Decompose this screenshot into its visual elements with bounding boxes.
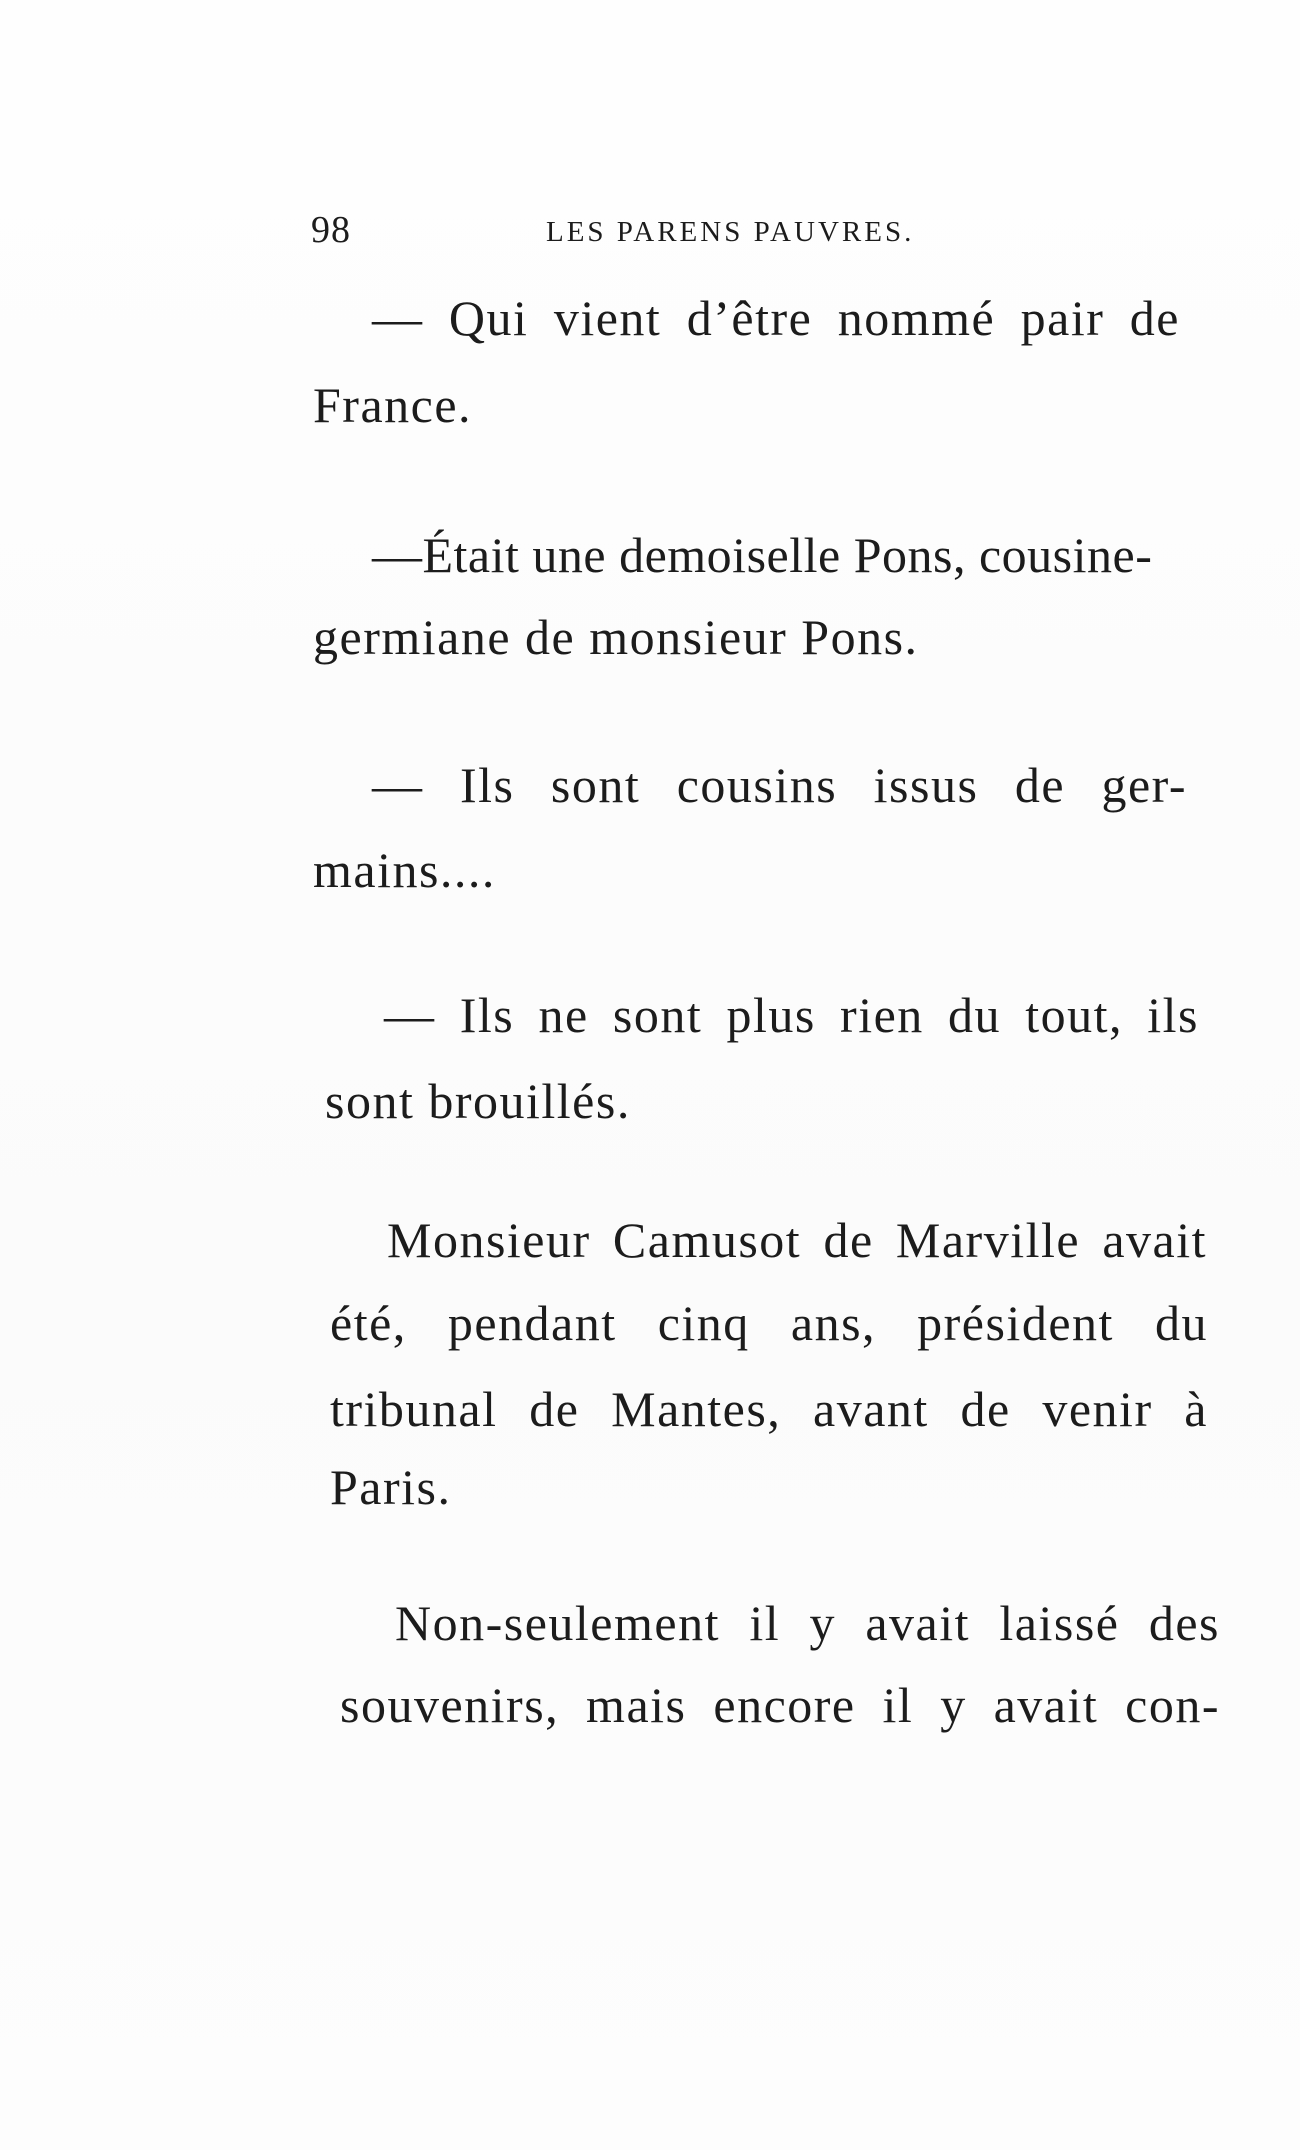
text-line: —Était une demoiselle Pons, cousine- <box>372 527 1153 583</box>
text-line: germiane de monsieur Pons. <box>313 609 919 665</box>
text-line: Non-seulement il y avait laissé des <box>395 1595 1220 1651</box>
text-line: France. <box>313 377 473 433</box>
text-line: sont brouillés. <box>325 1073 631 1129</box>
text-line: été, pendant cinq ans, président du <box>330 1295 1208 1351</box>
text-line: Paris. <box>330 1459 452 1515</box>
text-line: tribunal de Mantes, avant de venir à <box>330 1381 1208 1437</box>
text-line: mains.... <box>313 842 496 898</box>
text-line: — Qui vient d’être nommé pair de <box>372 290 1180 346</box>
text-line: — Ils sont cousins issus de ger- <box>372 757 1187 813</box>
running-title: LES PARENS PAUVRES. <box>546 216 915 248</box>
text-line: souvenirs, mais encore il y avait con- <box>340 1677 1220 1733</box>
text-line: Monsieur Camusot de Marville avait <box>387 1212 1207 1268</box>
page-header <box>311 208 1011 258</box>
text-line: — Ils ne sont plus rien du tout, ils <box>384 987 1199 1043</box>
page-number: 98 <box>311 209 351 251</box>
